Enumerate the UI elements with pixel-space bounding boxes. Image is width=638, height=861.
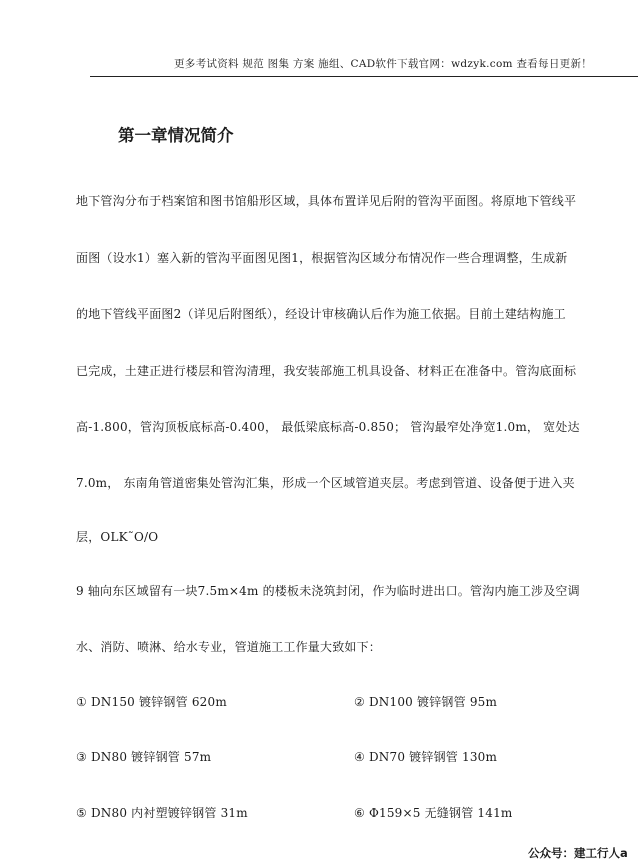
body-line: 9 轴向东区域留有一块7.5m×4m 的楼板未浇筑封闭，作为临时进出口。管沟内施工涉及空调: [76, 584, 580, 598]
material-item: ⑥ Φ159×5 无缝钢管 141m: [354, 806, 513, 820]
material-item: ① DN150 镀锌钢管 620m: [76, 695, 227, 709]
body-line: 水、消防、喷淋、给水专业，管道施工工作量大致如下：: [76, 640, 382, 654]
material-item: ② DN100 镀锌钢管 95m: [354, 695, 498, 709]
material-item: ⑤ DN80 内衬塑镀锌钢管 31m: [76, 806, 248, 820]
body-line: 高-1.800，管沟顶板底标高-0.400， 最低梁底标高-0.850； 管沟最窄处净宽1.0m， 宽处达: [76, 420, 580, 434]
body-line: 地下管沟分布于档案馆和图书馆船形区域，具体布置详见后附的管沟平面图。将原地下管线平: [76, 194, 577, 208]
header-rule: [90, 76, 638, 77]
watermark-footer: 公众号：建工行人a: [528, 846, 628, 860]
body-line: 层，OLK˜O/O: [76, 530, 159, 544]
material-item: ③ DN80 镀锌钢管 57m: [76, 750, 212, 764]
body-line: 的地下管线平面图2（详见后附图纸），经设计审核确认后作为施工依据。目前土建结构施工: [76, 307, 566, 321]
page-header: 更多考试资料 规范 图集 方案 施组、CAD软件下载官网：wdzyk.com 查看每日更新！: [174, 58, 593, 70]
material-item: ④ DN70 镀锌钢管 130m: [354, 750, 498, 764]
chapter-title: 第一章情况简介: [118, 126, 234, 145]
body-line: 面图（设水1）塞入新的管沟平面图见图1，根据管沟区域分布情况作一些合理调整，生成新: [76, 251, 568, 265]
body-line: 7.0m， 东南角管道密集处管沟汇集，形成一个区域管道夹层。考虑到管道、设备便于进入夹: [76, 476, 575, 490]
body-line: 已完成，土建正进行楼层和管沟清理，我安装部施工机具设备、材料正在准备中。管沟底面标: [76, 364, 577, 378]
